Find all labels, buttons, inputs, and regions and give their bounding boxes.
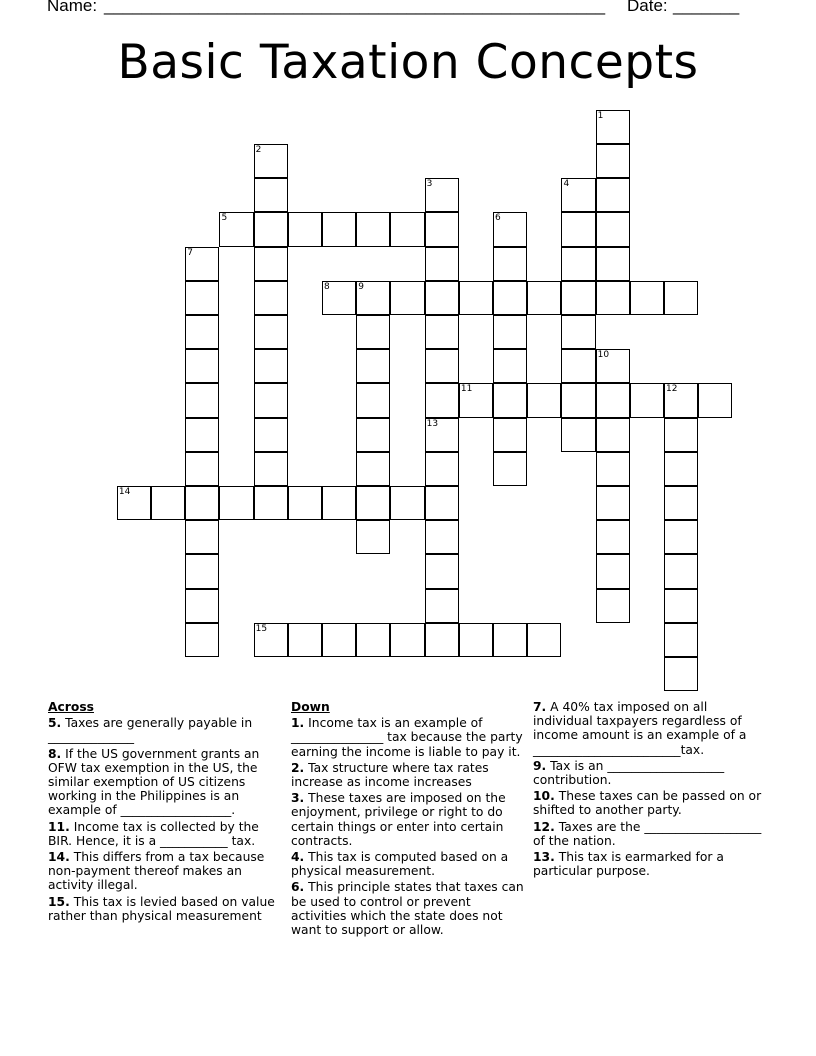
across-clues: [48, 700, 280, 925]
clue-number: 6.: [291, 880, 305, 895]
grid-cell[interactable]: [630, 383, 664, 417]
grid-cell[interactable]: [254, 486, 288, 520]
grid-cell[interactable]: [493, 623, 527, 657]
clue-across-15: [48, 895, 280, 923]
grid-cell[interactable]: [390, 623, 424, 657]
grid-cell[interactable]: [596, 418, 630, 452]
grid-cell[interactable]: [459, 383, 493, 417]
clue-across-11: [48, 820, 280, 848]
clue-down-9: [533, 759, 769, 787]
grid-cell[interactable]: [356, 349, 390, 383]
grid-cell[interactable]: [425, 349, 459, 383]
grid-cell[interactable]: [664, 281, 698, 315]
name-field[interactable]: _____________________________________________________: [104, 0, 606, 15]
grid-cell[interactable]: [356, 452, 390, 486]
page-title: Basic Taxation Concepts: [117, 35, 699, 90]
grid-cell[interactable]: [664, 418, 698, 452]
grid-cell[interactable]: [322, 281, 356, 315]
grid-cell[interactable]: [219, 486, 253, 520]
grid-cell[interactable]: [459, 281, 493, 315]
grid-cell[interactable]: [527, 383, 561, 417]
grid-cell[interactable]: [356, 212, 390, 246]
down-clues-continued: [533, 700, 769, 880]
grid-cell[interactable]: [390, 486, 424, 520]
grid-cell[interactable]: [254, 315, 288, 349]
grid-cell[interactable]: [425, 383, 459, 417]
grid-cell[interactable]: [596, 520, 630, 554]
grid-cell[interactable]: [561, 247, 595, 281]
cell-number: 2: [255, 145, 262, 156]
clue-down-13: [533, 850, 769, 878]
cell-number: 3: [426, 179, 433, 190]
cell-number: 14: [118, 487, 131, 498]
grid-cell[interactable]: [322, 212, 356, 246]
clue-down-4: [291, 850, 527, 878]
clue-text: Income tax is an example of _______________ tax because the party earning the income is liable to pay it.: [291, 716, 523, 759]
clue-text: Income tax is collected by the BIR. Hence, it is a ___________ tax.: [48, 819, 259, 848]
date-field[interactable]: _______: [673, 0, 740, 15]
clue-number: 4.: [291, 850, 305, 865]
grid-cell[interactable]: [425, 315, 459, 349]
grid-cell[interactable]: [493, 212, 527, 246]
grid-cell[interactable]: [596, 178, 630, 212]
grid-cell[interactable]: [185, 349, 219, 383]
grid-cell[interactable]: [459, 623, 493, 657]
clue-text: This tax is levied based on value rather than physical measurement: [48, 894, 275, 923]
grid-cell[interactable]: [664, 452, 698, 486]
cell-number: 15: [255, 623, 268, 634]
clue-number: 14.: [48, 850, 70, 865]
clue-text: This differs from a tax because non-payment thereof makes an activity illegal.: [48, 850, 265, 893]
grid-cell[interactable]: [356, 383, 390, 417]
grid-cell[interactable]: [425, 623, 459, 657]
cell-number: 8: [324, 281, 330, 292]
grid-cell[interactable]: [425, 247, 459, 281]
cell-number: 7: [187, 247, 193, 258]
clue-text: A 40% tax imposed on all individual taxpayers regardless of income amount is an example of a ________________________tax.: [533, 700, 747, 757]
grid-cell[interactable]: [561, 418, 595, 452]
grid-cell[interactable]: [322, 486, 356, 520]
grid-cell[interactable]: [596, 144, 630, 178]
grid-cell[interactable]: [356, 418, 390, 452]
grid-cell[interactable]: [356, 281, 390, 315]
cell-number: 12: [666, 384, 678, 395]
clue-number: 10.: [533, 789, 555, 804]
grid-cell[interactable]: [254, 178, 288, 212]
grid-cell[interactable]: [596, 247, 630, 281]
clue-text: These taxes can be passed on or shifted to another party.: [533, 789, 762, 818]
grid-cell[interactable]: [254, 418, 288, 452]
grid-cell[interactable]: [254, 212, 288, 246]
cell-number: 10: [597, 350, 610, 361]
grid-cell[interactable]: [254, 281, 288, 315]
grid-cell[interactable]: [425, 178, 459, 212]
clue-across-8: [48, 747, 280, 818]
grid-cell[interactable]: [322, 623, 356, 657]
grid-cell[interactable]: [664, 589, 698, 623]
grid-cell[interactable]: [117, 486, 151, 520]
grid-cell[interactable]: [527, 623, 561, 657]
grid-cell[interactable]: [493, 418, 527, 452]
grid-cell[interactable]: [356, 315, 390, 349]
grid-cell[interactable]: [254, 623, 288, 657]
grid-cell[interactable]: [185, 315, 219, 349]
grid-cell[interactable]: [185, 623, 219, 657]
grid-cell[interactable]: [425, 520, 459, 554]
grid-cell[interactable]: [254, 247, 288, 281]
grid-cell[interactable]: [493, 452, 527, 486]
grid-cell[interactable]: [664, 383, 698, 417]
grid-cell[interactable]: [254, 349, 288, 383]
grid-cell[interactable]: [390, 281, 424, 315]
cell-number: 9: [358, 281, 364, 292]
clue-text: This principle states that taxes can be used to control or prevent activities which the state does not want to support or allow.: [291, 880, 524, 938]
clue-text: This tax is computed based on a physical measurement.: [291, 850, 509, 879]
clue-number: 15.: [48, 894, 70, 909]
cell-number: 13: [426, 418, 439, 429]
cell-number: 6: [495, 213, 501, 224]
grid-cell[interactable]: [356, 520, 390, 554]
clue-number: 2.: [291, 760, 305, 775]
clue-down-7: [533, 700, 769, 757]
grid-cell[interactable]: [425, 281, 459, 315]
clue-number: 12.: [533, 819, 555, 834]
clue-text: Tax structure where tax rates increase as income increases: [291, 760, 489, 790]
clue-down-6: [291, 880, 527, 937]
grid-cell[interactable]: [185, 452, 219, 486]
grid-cell[interactable]: [185, 247, 219, 281]
grid-cell[interactable]: [596, 589, 630, 623]
date-label: Date:: [627, 0, 668, 15]
grid-cell[interactable]: [527, 281, 561, 315]
clue-text: These taxes are imposed on the enjoyment, privilege or right to do certain things or enter into certain contracts.: [291, 791, 506, 848]
grid-cell[interactable]: [254, 383, 288, 417]
grid-cell[interactable]: [596, 212, 630, 246]
clue-down-10: [533, 789, 769, 817]
grid-cell[interactable]: [356, 623, 390, 657]
grid-cell[interactable]: [185, 520, 219, 554]
grid-cell[interactable]: [425, 589, 459, 623]
grid-cell[interactable]: [425, 418, 459, 452]
clue-number: 1.: [291, 716, 305, 731]
grid-cell[interactable]: [425, 486, 459, 520]
down-clues: [291, 700, 527, 939]
grid-cell[interactable]: [561, 315, 595, 349]
grid-cell[interactable]: [596, 383, 630, 417]
grid-cell[interactable]: [425, 554, 459, 588]
grid-cell[interactable]: [561, 349, 595, 383]
cell-number: 5: [221, 213, 228, 224]
grid-cell[interactable]: [493, 349, 527, 383]
clue-down-1: [291, 716, 527, 759]
clue-down-2: [291, 761, 527, 789]
grid-cell[interactable]: [390, 212, 424, 246]
clue-number: 7.: [533, 700, 547, 714]
clue-across-14: [48, 850, 280, 893]
grid-cell[interactable]: [185, 418, 219, 452]
clue-down-3: [291, 791, 527, 848]
grid-cell[interactable]: [185, 554, 219, 588]
grid-cell[interactable]: [185, 383, 219, 417]
grid-cell[interactable]: [561, 212, 595, 246]
grid-cell[interactable]: [664, 657, 698, 691]
grid-cell[interactable]: [561, 281, 595, 315]
cell-number: 11: [460, 384, 473, 395]
grid-cell[interactable]: [596, 486, 630, 520]
grid-cell[interactable]: [219, 212, 253, 246]
clue-number: 5.: [48, 716, 62, 731]
grid-cell[interactable]: [664, 486, 698, 520]
grid-cell[interactable]: [596, 110, 630, 144]
grid-cell[interactable]: [664, 554, 698, 588]
clue-text: Tax is an ___________________ contribution.: [533, 758, 725, 788]
grid-cell[interactable]: [493, 281, 527, 315]
grid-cell[interactable]: [664, 623, 698, 657]
grid-cell[interactable]: [698, 383, 732, 417]
grid-cell[interactable]: [561, 178, 595, 212]
grid-cell[interactable]: [630, 281, 664, 315]
grid-cell[interactable]: [493, 315, 527, 349]
grid-cell[interactable]: [151, 486, 185, 520]
clue-number: 13.: [533, 850, 555, 865]
grid-cell[interactable]: [254, 144, 288, 178]
grid-cell[interactable]: [664, 520, 698, 554]
grid-cell[interactable]: [356, 486, 390, 520]
cell-number: 1: [597, 110, 604, 121]
clue-text: Taxes are the ___________________ of the nation.: [533, 819, 762, 848]
grid-cell[interactable]: [185, 486, 219, 520]
cell-number: 4: [563, 179, 570, 190]
clue-number: 8.: [48, 746, 62, 761]
grid-cell[interactable]: [596, 554, 630, 588]
grid-cell[interactable]: [288, 212, 322, 246]
clue-number: 9.: [533, 758, 547, 773]
name-label: Name:: [47, 0, 98, 15]
clue-text: This tax is earmarked for a particular purpose.: [533, 850, 724, 879]
across-heading: Across: [48, 700, 94, 714]
grid-cell[interactable]: [493, 383, 527, 417]
grid-cell[interactable]: [596, 281, 630, 315]
grid-cell[interactable]: [561, 383, 595, 417]
grid-cell[interactable]: [493, 247, 527, 281]
grid-cell[interactable]: [425, 212, 459, 246]
grid-cell[interactable]: [185, 589, 219, 623]
clue-down-12: [533, 820, 769, 848]
clue-text: Taxes are generally payable in ______________: [48, 716, 253, 745]
grid-cell[interactable]: [185, 281, 219, 315]
grid-cell[interactable]: [288, 623, 322, 657]
down-heading: Down: [291, 700, 330, 714]
grid-cell[interactable]: [254, 452, 288, 486]
grid-cell[interactable]: [596, 349, 630, 383]
clue-number: 11.: [48, 819, 70, 834]
clue-text: If the US government grants an OFW tax exemption in the US, the similar exemption of US citizens working in the Philippines is an example of __________________.: [48, 746, 260, 818]
clue-across-5: [48, 716, 280, 744]
grid-cell[interactable]: [596, 452, 630, 486]
grid-cell[interactable]: [288, 486, 322, 520]
clue-number: 3.: [291, 791, 305, 806]
grid-cell[interactable]: [425, 452, 459, 486]
